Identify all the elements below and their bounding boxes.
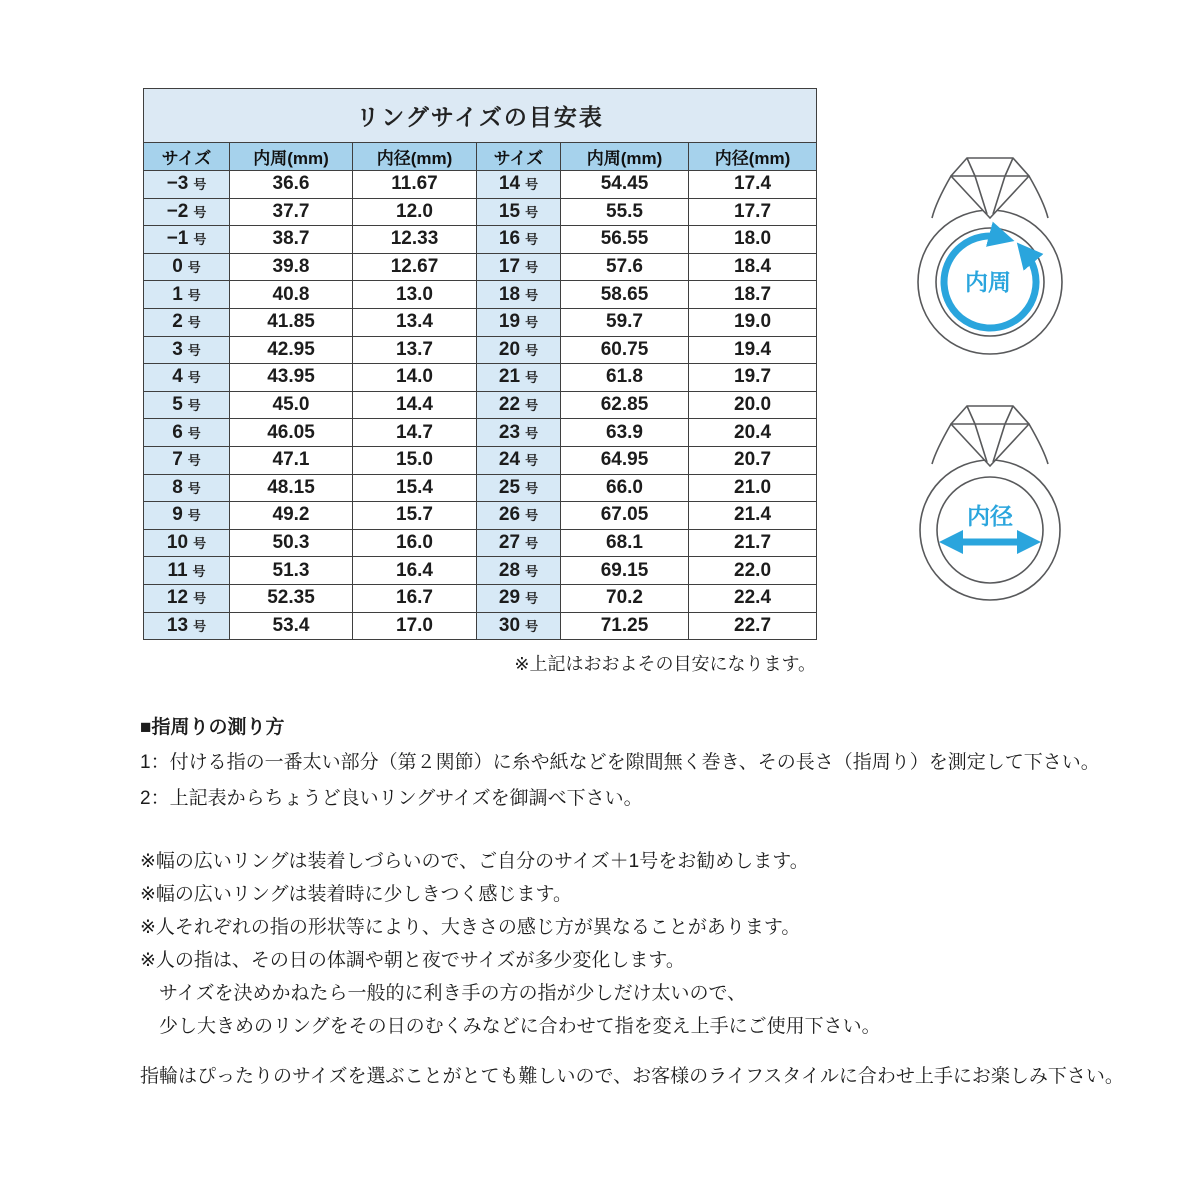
inner-diameter-cell: 20.4	[689, 419, 817, 447]
inner-diameter-cell: 18.0	[689, 226, 817, 254]
size-cell: 11 号	[144, 557, 230, 585]
column-header-diameter-right: 内径(mm)	[689, 143, 817, 171]
inner-diameter-cell: 15.4	[353, 474, 477, 502]
size-cell: −1 号	[144, 226, 230, 254]
inner-diameter-cell: 13.4	[353, 308, 477, 336]
size-cell: −3 号	[144, 171, 230, 199]
inner-diameter-cell: 17.0	[353, 612, 477, 640]
sizing-tip-line: サイズを決めかねたら一般的に利き手の方の指が少しだけ太いので、	[140, 983, 747, 1004]
ring-size-table	[143, 88, 817, 640]
inner-circumference-cell: 47.1	[230, 446, 353, 474]
sizing-tip-line: ※人の指は、その日の体調や朝と夜でサイズが多少変化します。	[140, 950, 685, 971]
sizing-tips	[140, 845, 1140, 1043]
table-row	[144, 226, 817, 254]
table-row	[144, 281, 817, 309]
closing-note: 指輪はぴったりのサイズを選ぶことがとても難しいので、お客様のライフスタイルに合わせ上手にお楽しみ下さい。	[140, 1066, 1124, 1087]
inner-circumference-cell: 59.7	[561, 308, 689, 336]
inner-diameter-cell: 15.0	[353, 446, 477, 474]
table-row	[144, 557, 817, 585]
table-row	[144, 419, 817, 447]
inner-circumference-cell: 41.85	[230, 308, 353, 336]
size-cell: 16 号	[477, 226, 561, 254]
size-cell: 30 号	[477, 612, 561, 640]
size-cell: 12 号	[144, 584, 230, 612]
inner-diameter-cell: 13.0	[353, 281, 477, 309]
size-cell: 2 号	[144, 308, 230, 336]
inner-diameter-cell: 13.7	[353, 336, 477, 364]
ring-size-table-body	[144, 171, 817, 640]
inner-diameter-cell: 21.4	[689, 502, 817, 530]
size-cell: 1 号	[144, 281, 230, 309]
sizing-tip-line: ※人それぞれの指の形状等により、大きさの感じ方が異なることがあります。	[140, 917, 801, 938]
inner-diameter-cell: 19.0	[689, 308, 817, 336]
inner-circumference-cell: 40.8	[230, 281, 353, 309]
size-cell: 4 号	[144, 364, 230, 392]
inner-diameter-cell: 12.0	[353, 198, 477, 226]
table-row	[144, 446, 817, 474]
table-row	[144, 364, 817, 392]
table-title: リングサイズの目安表	[144, 89, 817, 143]
size-cell: 17 号	[477, 253, 561, 281]
size-cell: 20 号	[477, 336, 561, 364]
sizing-tip-line: 少し大きめのリングをその日のむくみなどに合わせて指を変え上手にご使用下さい。	[140, 1016, 881, 1037]
inner-circumference-cell: 52.35	[230, 584, 353, 612]
size-cell: 0 号	[144, 253, 230, 281]
inner-circumference-cell: 64.95	[561, 446, 689, 474]
table-row	[144, 584, 817, 612]
inner-circumference-cell: 42.95	[230, 336, 353, 364]
inner-circumference-cell: 39.8	[230, 253, 353, 281]
diameter-label: 内径	[967, 503, 1013, 529]
inner-circumference-cell: 51.3	[230, 557, 353, 585]
size-cell: −2 号	[144, 198, 230, 226]
size-cell: 19 号	[477, 308, 561, 336]
measuring-section-heading: ■指周りの測り方	[140, 717, 285, 738]
inner-circumference-cell: 63.9	[561, 419, 689, 447]
sizing-tip-line: ※幅の広いリングは装着時に少しきつく感じます。	[140, 884, 573, 905]
size-cell: 6 号	[144, 419, 230, 447]
size-cell: 26 号	[477, 502, 561, 530]
size-cell: 28 号	[477, 557, 561, 585]
inner-circumference-cell: 58.65	[561, 281, 689, 309]
table-row	[144, 391, 817, 419]
column-header-circumference-right: 内周(mm)	[561, 143, 689, 171]
inner-diameter-cell: 17.4	[689, 171, 817, 199]
circumference-label: 内周	[965, 269, 1011, 295]
size-cell: 29 号	[477, 584, 561, 612]
inner-circumference-cell: 55.5	[561, 198, 689, 226]
inner-diameter-cell: 12.33	[353, 226, 477, 254]
diamond-icon	[932, 158, 1048, 218]
table-approximation-note: ※上記はおおよその目安になります。	[514, 654, 816, 674]
inner-diameter-cell: 11.67	[353, 171, 477, 199]
inner-circumference-cell: 53.4	[230, 612, 353, 640]
column-header-size-right: サイズ	[477, 143, 561, 171]
table-row	[144, 308, 817, 336]
inner-diameter-cell: 19.4	[689, 336, 817, 364]
inner-circumference-cell: 71.25	[561, 612, 689, 640]
inner-circumference-cell: 56.55	[561, 226, 689, 254]
inner-circumference-cell: 60.75	[561, 336, 689, 364]
size-cell: 3 号	[144, 336, 230, 364]
inner-diameter-cell: 15.7	[353, 502, 477, 530]
inner-diameter-cell: 19.7	[689, 364, 817, 392]
inner-circumference-cell: 57.6	[561, 253, 689, 281]
ring-band	[920, 460, 1060, 600]
inner-circumference-cell: 49.2	[230, 502, 353, 530]
inner-diameter-cell: 22.0	[689, 557, 817, 585]
measuring-steps	[140, 745, 1140, 817]
column-header-size-left: サイズ	[144, 143, 230, 171]
size-cell: 27 号	[477, 529, 561, 557]
inner-circumference-cell: 37.7	[230, 198, 353, 226]
ring-diameter-illustration	[905, 400, 1075, 625]
inner-diameter-cell: 16.4	[353, 557, 477, 585]
inner-circumference-cell: 69.15	[561, 557, 689, 585]
table-row	[144, 198, 817, 226]
inner-diameter-cell: 22.7	[689, 612, 817, 640]
inner-diameter-cell: 17.7	[689, 198, 817, 226]
inner-circumference-cell: 68.1	[561, 529, 689, 557]
inner-diameter-cell: 18.7	[689, 281, 817, 309]
inner-circumference-cell: 62.85	[561, 391, 689, 419]
table-row	[144, 171, 817, 199]
inner-circumference-cell: 70.2	[561, 584, 689, 612]
inner-diameter-cell: 14.0	[353, 364, 477, 392]
size-cell: 15 号	[477, 198, 561, 226]
measuring-step-line: 2：上記表からちょうど良いリングサイズを御調べ下さい。	[140, 788, 643, 809]
inner-circumference-cell: 66.0	[561, 474, 689, 502]
size-cell: 8 号	[144, 474, 230, 502]
size-cell: 9 号	[144, 502, 230, 530]
size-cell: 7 号	[144, 446, 230, 474]
inner-diameter-cell: 14.7	[353, 419, 477, 447]
size-cell: 25 号	[477, 474, 561, 502]
size-cell: 18 号	[477, 281, 561, 309]
size-cell: 14 号	[477, 171, 561, 199]
inner-diameter-cell: 22.4	[689, 584, 817, 612]
table-row	[144, 474, 817, 502]
inner-diameter-cell: 20.7	[689, 446, 817, 474]
measuring-step-line: 1：付ける指の一番太い部分（第２関節）に糸や紙などを隙間無く巻き、その長さ（指周り）を測定して下さい。	[140, 752, 1100, 773]
column-header-diameter-left: 内径(mm)	[353, 143, 477, 171]
inner-diameter-cell: 18.4	[689, 253, 817, 281]
inner-diameter-cell: 14.4	[353, 391, 477, 419]
inner-circumference-cell: 67.05	[561, 502, 689, 530]
inner-circumference-cell: 54.45	[561, 171, 689, 199]
table-row	[144, 502, 817, 530]
inner-diameter-cell: 20.0	[689, 391, 817, 419]
inner-diameter-cell: 16.7	[353, 584, 477, 612]
inner-circumference-cell: 38.7	[230, 226, 353, 254]
table-row	[144, 336, 817, 364]
diamond-icon	[932, 406, 1048, 466]
size-cell: 23 号	[477, 419, 561, 447]
table-row	[144, 529, 817, 557]
table-row	[144, 612, 817, 640]
inner-circumference-cell: 61.8	[561, 364, 689, 392]
inner-diameter-cell: 12.67	[353, 253, 477, 281]
inner-diameter-cell: 21.0	[689, 474, 817, 502]
column-header-circumference-left: 内周(mm)	[230, 143, 353, 171]
size-cell: 5 号	[144, 391, 230, 419]
inner-circumference-cell: 46.05	[230, 419, 353, 447]
size-cell: 10 号	[144, 529, 230, 557]
size-cell: 22 号	[477, 391, 561, 419]
inner-circumference-cell: 43.95	[230, 364, 353, 392]
sizing-tip-line: ※幅の広いリングは装着しづらいので、ご自分のサイズ＋1号をお勧めします。	[140, 851, 809, 872]
size-cell: 13 号	[144, 612, 230, 640]
inner-circumference-cell: 45.0	[230, 391, 353, 419]
inner-circumference-cell: 48.15	[230, 474, 353, 502]
inner-circumference-cell: 36.6	[230, 171, 353, 199]
inner-circumference-cell: 50.3	[230, 529, 353, 557]
inner-diameter-cell: 16.0	[353, 529, 477, 557]
ring-circumference-illustration	[905, 152, 1075, 377]
size-cell: 24 号	[477, 446, 561, 474]
ring-size-table-container	[143, 88, 816, 640]
size-cell: 21 号	[477, 364, 561, 392]
table-row	[144, 253, 817, 281]
inner-diameter-cell: 21.7	[689, 529, 817, 557]
